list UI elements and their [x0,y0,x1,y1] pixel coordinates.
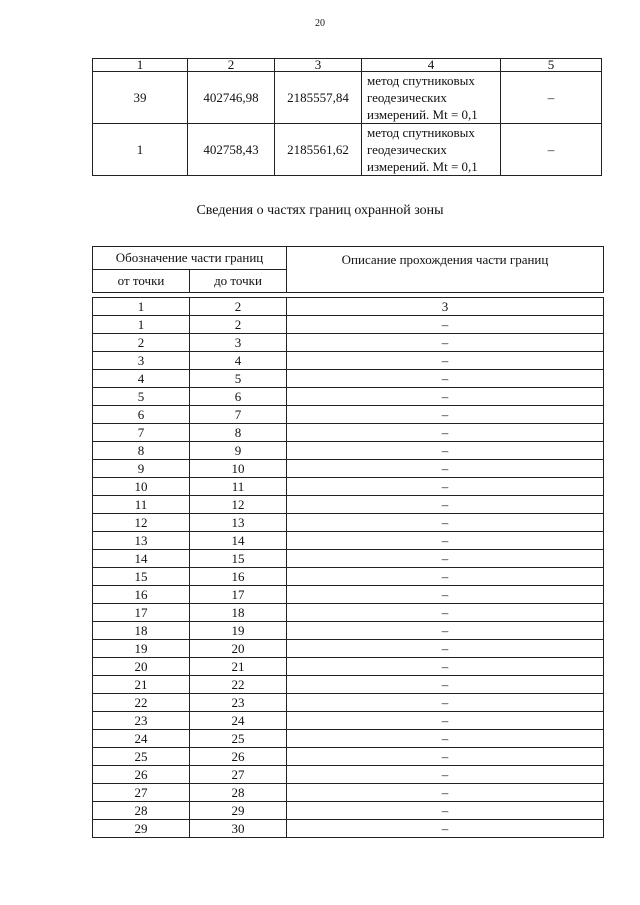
description-cell: – [287,334,604,352]
numbering-cell: 1 [93,298,190,316]
description-cell: – [287,676,604,694]
to-point-cell: 9 [190,442,287,460]
description-cell: – [287,316,604,334]
to-point-cell: 3 [190,334,287,352]
to-point-cell: 27 [190,766,287,784]
to-point-cell: 4 [190,352,287,370]
description-cell: – [287,550,604,568]
table-row [93,568,604,586]
from-point-cell: 4 [93,370,190,388]
column-number-1: 1 [93,59,188,72]
to-point-cell: 23 [190,694,287,712]
description-cell: – [287,424,604,442]
column-number-2: 2 [188,59,275,72]
numbering-cell: 3 [287,298,604,316]
section-title: Сведения о частях границ охранной зоны [196,203,444,218]
from-point-cell: 9 [93,460,190,478]
from-point-cell: 28 [93,802,190,820]
table-row [93,406,604,424]
from-point-cell: 24 [93,730,190,748]
table-row [93,820,604,838]
description-cell: – [287,586,604,604]
description-cell: – [287,352,604,370]
table-row [93,658,604,676]
coordinates-row [93,124,602,176]
table-row [93,460,604,478]
from-point-cell: 8 [93,442,190,460]
table-row [93,604,604,622]
to-point-cell: 22 [190,676,287,694]
from-point-cell: 25 [93,748,190,766]
to-point-cell: 24 [190,712,287,730]
header-to-point: до точки [190,270,287,293]
description-cell: – [287,532,604,550]
description-cell: – [287,622,604,640]
from-point-cell: 21 [93,676,190,694]
to-point-cell: 20 [190,640,287,658]
column-number-5: 5 [501,59,602,72]
coordinates-row [93,72,602,124]
coordinates-table [92,58,602,176]
from-point-cell: 2 [93,334,190,352]
boundary-parts-table [92,246,604,838]
table-row [93,550,604,568]
numbering-cell: 2 [190,298,287,316]
header-from-point: от точки [93,270,190,293]
to-point-cell: 13 [190,514,287,532]
from-point-cell: 10 [93,478,190,496]
from-point-cell: 1 [93,316,190,334]
coordinate-x: 402746,98 [188,72,275,124]
description-cell: – [287,658,604,676]
to-point-cell: 7 [190,406,287,424]
description-cell: – [287,802,604,820]
table-row [93,748,604,766]
column-number-4: 4 [362,59,501,72]
coordinate-x: 402758,43 [188,124,275,176]
description-cell: – [287,694,604,712]
method-line: измерений. Mt = 0,1 [367,107,478,122]
table-row [93,334,604,352]
description-cell: – [287,712,604,730]
parts-numbering-row [93,298,604,316]
table-row [93,766,604,784]
to-point-cell: 18 [190,604,287,622]
table-row [93,640,604,658]
from-point-cell: 19 [93,640,190,658]
table-row [93,316,604,334]
table-row [93,622,604,640]
table-row [93,784,604,802]
from-point-cell: 17 [93,604,190,622]
coordinate-y: 2185561,62 [275,124,362,176]
from-point-cell: 29 [93,820,190,838]
from-point-cell: 7 [93,424,190,442]
to-point-cell: 10 [190,460,287,478]
description-cell: – [287,730,604,748]
description-cell: – [287,820,604,838]
table-row [93,352,604,370]
table-row [93,388,604,406]
description-cell: – [287,442,604,460]
from-point-cell: 27 [93,784,190,802]
description-cell: – [287,460,604,478]
to-point-cell: 29 [190,802,287,820]
description-cell: – [287,496,604,514]
coordinates-header-row [93,59,602,72]
to-point-cell: 28 [190,784,287,802]
description-cell: – [287,748,604,766]
method-line: метод спутниковых [367,125,475,140]
from-point-cell: 16 [93,586,190,604]
method-line: измерений. Mt = 0,1 [367,159,478,174]
to-point-cell: 2 [190,316,287,334]
table-row [93,676,604,694]
table-row [93,442,604,460]
from-point-cell: 26 [93,766,190,784]
table-row [93,730,604,748]
point-number: 1 [93,124,188,176]
to-point-cell: 26 [190,748,287,766]
from-point-cell: 3 [93,352,190,370]
header-description: Описание прохождения части границ [287,247,604,293]
table-row [93,586,604,604]
header-part-designation: Обозначение части границ [93,247,287,270]
description-cell: – [287,766,604,784]
to-point-cell: 6 [190,388,287,406]
description-cell: – [287,370,604,388]
from-point-cell: 18 [93,622,190,640]
to-point-cell: 12 [190,496,287,514]
to-point-cell: 30 [190,820,287,838]
to-point-cell: 19 [190,622,287,640]
to-point-cell: 25 [190,730,287,748]
table-row [93,370,604,388]
note-cell: – [501,72,602,124]
table-row [93,424,604,442]
from-point-cell: 14 [93,550,190,568]
table-row [93,532,604,550]
from-point-cell: 20 [93,658,190,676]
to-point-cell: 17 [190,586,287,604]
to-point-cell: 11 [190,478,287,496]
table-row [93,478,604,496]
description-cell: – [287,568,604,586]
column-number-3: 3 [275,59,362,72]
note-cell: – [501,124,602,176]
to-point-cell: 15 [190,550,287,568]
method-description [362,72,501,124]
to-point-cell: 21 [190,658,287,676]
table-row [93,694,604,712]
table-row [93,712,604,730]
description-cell: – [287,604,604,622]
to-point-cell: 8 [190,424,287,442]
description-cell: – [287,514,604,532]
point-number: 39 [93,72,188,124]
coordinate-y: 2185557,84 [275,72,362,124]
to-point-cell: 5 [190,370,287,388]
description-cell: – [287,640,604,658]
description-cell: – [287,478,604,496]
description-cell: – [287,388,604,406]
from-point-cell: 5 [93,388,190,406]
method-line: геодезических [367,142,447,157]
from-point-cell: 22 [93,694,190,712]
table-row [93,802,604,820]
method-line: метод спутниковых [367,73,475,88]
from-point-cell: 6 [93,406,190,424]
from-point-cell: 15 [93,568,190,586]
from-point-cell: 11 [93,496,190,514]
method-description [362,124,501,176]
parts-header-row [93,247,604,270]
method-line: геодезических [367,90,447,105]
from-point-cell: 13 [93,532,190,550]
table-row [93,496,604,514]
to-point-cell: 14 [190,532,287,550]
from-point-cell: 23 [93,712,190,730]
description-cell: – [287,406,604,424]
from-point-cell: 12 [93,514,190,532]
description-cell: – [287,784,604,802]
table-row [93,514,604,532]
page-number: 20 [315,18,325,29]
to-point-cell: 16 [190,568,287,586]
